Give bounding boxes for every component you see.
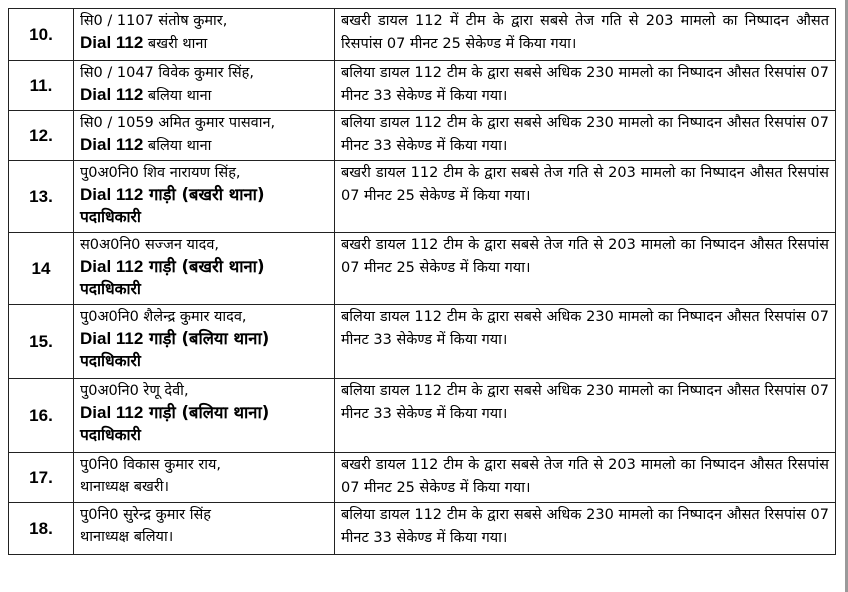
- unit-line: [80, 32, 328, 55]
- serial-number: 14: [9, 233, 74, 305]
- achievement-description: बखरी डायल 112 में टीम के द्वारा सबसे तेज गति से 203 मामलो का निष्पादन औसत रिसपांस 07 मीनट 25 सेकेण्ड में किया गया।: [335, 9, 836, 61]
- dial-label: Dial 112: [80, 403, 144, 422]
- officer-name: पु0नि0 सुरेन्द्र कुमार सिंह: [80, 507, 211, 523]
- dial-label: Dial 112: [80, 135, 144, 154]
- unit-line: [80, 402, 328, 424]
- officer-name: पु0अ0नि0 रेणू देवी,: [80, 383, 189, 399]
- dial-label: Dial 112: [80, 185, 144, 204]
- officer-name: पु0अ0नि0 शैलेन्द्र कुमार यादव,: [80, 309, 247, 325]
- officer-cell: [74, 61, 335, 111]
- table-row: [9, 9, 836, 61]
- officer-cell: [74, 379, 335, 453]
- unit-line: [80, 476, 328, 498]
- officer-role: पदाधिकारी: [80, 426, 141, 444]
- table-row: [9, 161, 836, 233]
- achievement-description: बलिया डायल 112 टीम के द्वारा सबसे अधिक 230 मामलो का निष्पादन औसत रिसपांस 07 मीनट 33 सेकेण्ड में किया गया।: [335, 503, 836, 555]
- officer-name: पु0अ0नि0 शिव नारायण सिंह,: [80, 165, 241, 181]
- serial-number: 12.: [9, 111, 74, 161]
- unit-name: बलिया थाना: [143, 138, 212, 154]
- unit-line: [80, 184, 328, 206]
- achievement-description: बलिया डायल 112 टीम के द्वारा सबसे अधिक 230 मामलो का निष्पादन औसत रिसपांस 07 मीनट 33 सेकेण्ड में किया गया।: [335, 61, 836, 111]
- officer-cell: [74, 503, 335, 555]
- achievement-description: बलिया डायल 112 टीम के द्वारा सबसे अधिक 230 मामलो का निष्पादन औसत रिसपांस 07 मीनट 33 सेकेण्ड में किया गया।: [335, 305, 836, 379]
- award-table-body: [9, 9, 836, 555]
- table-row: [9, 379, 836, 453]
- table-row: [9, 453, 836, 503]
- achievement-description: बलिया डायल 112 टीम के द्वारा सबसे अधिक 230 मामलो का निष्पादन औसत रिसपांस 07 मीनट 33 सेकेण्ड में किया गया।: [335, 379, 836, 453]
- unit-name: गाड़ी (बलिया थाना): [143, 403, 270, 422]
- dial-label: Dial 112: [80, 33, 144, 52]
- table-row: [9, 233, 836, 305]
- serial-number: 10.: [9, 9, 74, 61]
- officer-cell: [74, 161, 335, 233]
- unit-name: थानाध्यक्ष बखरी।: [80, 479, 170, 495]
- officer-name: सि0 / 1059 अमित कुमार पासवान,: [80, 115, 276, 131]
- achievement-description: बखरी डायल 112 टीम के द्वारा सबसे तेज गति से 203 मामलो का निष्पादन औसत रिसपांस 07 मीनट 25 सेकेण्ड में किया गया।: [335, 233, 836, 305]
- table-row: [9, 305, 836, 379]
- officer-role: पदाधिकारी: [80, 208, 141, 226]
- unit-name: बलिया थाना: [143, 88, 212, 104]
- unit-line: [80, 84, 328, 107]
- unit-line: [80, 526, 328, 548]
- unit-line: [80, 134, 328, 157]
- table-row: [9, 503, 836, 555]
- officer-cell: [74, 9, 335, 61]
- dial-label: Dial 112: [80, 257, 144, 276]
- serial-number: 16.: [9, 379, 74, 453]
- dial-label: Dial 112: [80, 329, 144, 348]
- table-row: [9, 61, 836, 111]
- officer-cell: [74, 233, 335, 305]
- unit-name: गाड़ी (बलिया थाना): [143, 329, 270, 348]
- achievement-description: बखरी डायल 112 टीम के द्वारा सबसे तेज गति से 203 मामलो का निष्पादन औसत रिसपांस 07 मीनट 25 सेकेण्ड में किया गया।: [335, 161, 836, 233]
- serial-number: 17.: [9, 453, 74, 503]
- unit-name: बखरी थाना: [143, 36, 208, 52]
- officer-cell: [74, 111, 335, 161]
- unit-name: गाड़ी (बखरी थाना): [143, 185, 265, 204]
- officer-role: पदाधिकारी: [80, 280, 141, 298]
- dial-label: Dial 112: [80, 85, 144, 104]
- serial-number: 18.: [9, 503, 74, 555]
- officer-name: सि0 / 1107 संतोष कुमार,: [80, 13, 228, 29]
- award-table: [8, 8, 836, 555]
- officer-cell: [74, 305, 335, 379]
- unit-line: [80, 328, 328, 350]
- officer-role: पदाधिकारी: [80, 352, 141, 370]
- officer-name: स0अ0नि0 सज्जन यादव,: [80, 237, 220, 253]
- unit-name: गाड़ी (बखरी थाना): [143, 257, 265, 276]
- achievement-description: बखरी डायल 112 टीम के द्वारा सबसे तेज गति से 203 मामलो का निष्पादन औसत रिसपांस 07 मीनट 25 सेकेण्ड में किया गया।: [335, 453, 836, 503]
- achievement-description: बलिया डायल 112 टीम के द्वारा सबसे अधिक 230 मामलो का निष्पादन औसत रिसपांस 07 मीनट 33 सेकेण्ड में किया गया।: [335, 111, 836, 161]
- table-row: [9, 111, 836, 161]
- serial-number: 13.: [9, 161, 74, 233]
- serial-number: 15.: [9, 305, 74, 379]
- officer-name: पु0नि0 विकास कुमार राय,: [80, 457, 222, 473]
- serial-number: 11.: [9, 61, 74, 111]
- unit-name: थानाध्यक्ष बलिया।: [80, 529, 174, 545]
- officer-cell: [74, 453, 335, 503]
- unit-line: [80, 256, 328, 278]
- officer-name: सि0 / 1047 विवेक कुमार सिंह,: [80, 65, 254, 81]
